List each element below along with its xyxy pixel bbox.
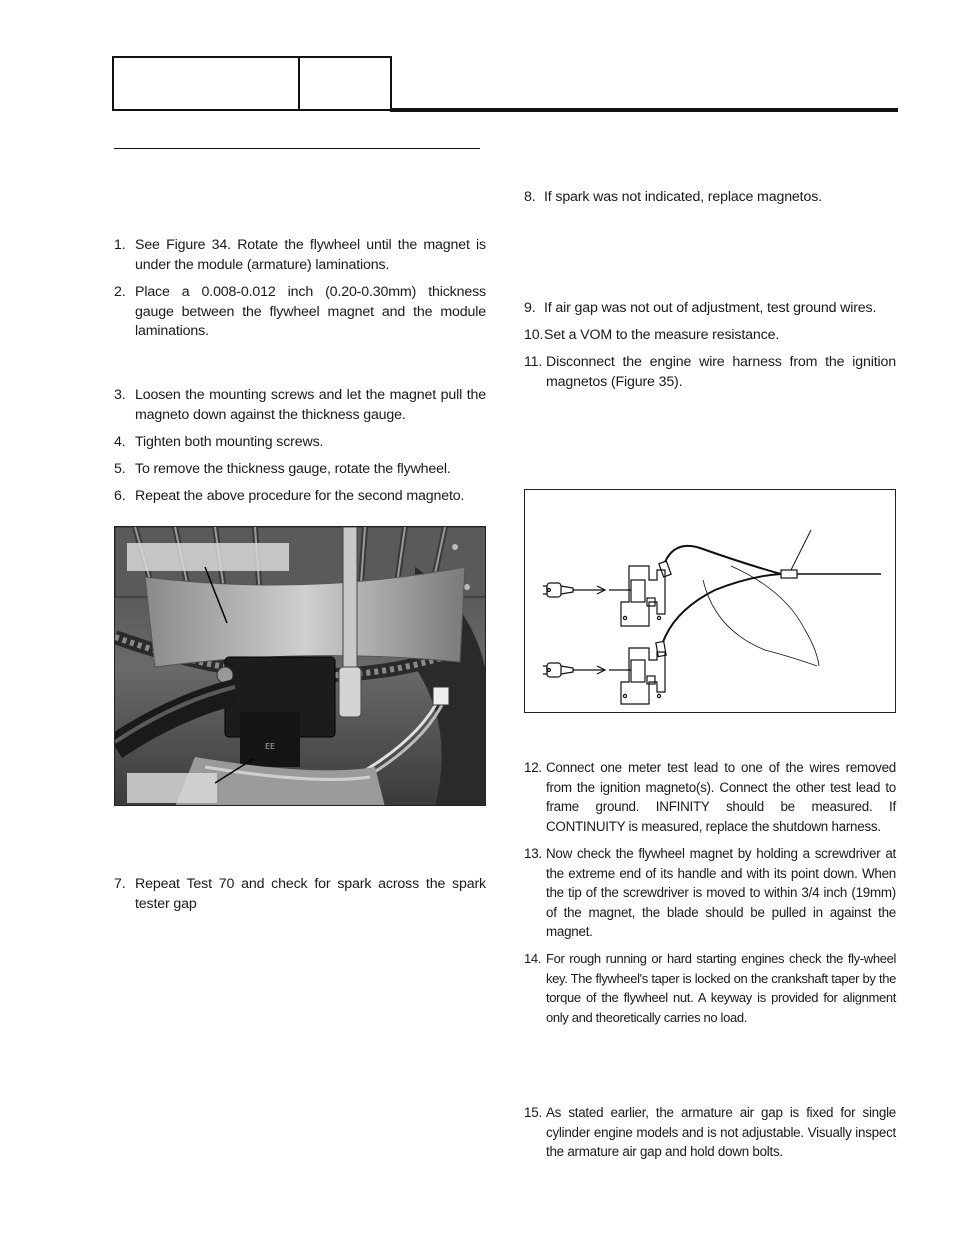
step-8	[524, 188, 896, 208]
step-12-number: 12.	[524, 760, 542, 775]
step-6-number: 6.	[114, 488, 126, 504]
step-1-number: 1.	[114, 237, 126, 253]
step-11-text: Disconnect the engine wire harness from the ignition magnetos (Figure 35).	[546, 354, 896, 390]
step-2-number: 2.	[114, 284, 126, 300]
header-rule	[390, 108, 898, 112]
section-rule	[114, 148, 480, 149]
figure-35-diagram	[524, 489, 896, 713]
step-11-number: 11.	[524, 354, 543, 370]
step-11	[524, 353, 896, 392]
step-6-text: Repeat the above procedure for the second magneto.	[135, 488, 465, 504]
step-10-text: Set a VOM to the measure resistance.	[544, 327, 780, 343]
step-12-text: Connect one meter test lead to one of the wires removed from the ignition magneto(s). Connect the other test lead to frame ground. INFINITY should be measured. If CONTINUITY is measured, replace the shutdown harness.	[546, 760, 896, 834]
step-9	[524, 299, 896, 319]
step-15-number: 15.	[524, 1105, 542, 1120]
step-15-text: As stated earlier, the armature air gap is fixed for single cylinder engine models and is not adjustable. Visually inspect the armature air gap and hold down bolts.	[546, 1105, 896, 1160]
step-2	[114, 283, 486, 342]
step-7-number: 7.	[114, 876, 126, 892]
step-4	[114, 433, 486, 453]
step-9-text: If air gap was not out of adjustment, test ground wires.	[544, 300, 877, 316]
step-14-number: 14.	[524, 951, 542, 966]
step-3	[114, 386, 486, 425]
step-15	[524, 1103, 896, 1162]
step-4-number: 4.	[114, 434, 126, 450]
step-2-text: Place a 0.008-0.012 inch (0.20-0.30mm) thickness gauge between the flywheel magnet and the module laminations.	[135, 284, 486, 340]
step-8-number: 8.	[524, 189, 536, 205]
upper-magneto-icon	[609, 566, 665, 626]
header-box-right	[298, 56, 392, 111]
step-8-text: If spark was not indicated, replace magnetos.	[544, 189, 822, 205]
step-7	[114, 875, 486, 914]
lower-magneto-icon	[609, 648, 665, 704]
step-13-text: Now check the flywheel magnet by holding a screwdriver at the extreme end of its handle and with its point down. When the tip of the screwdriver is moved to within 3/4 inch (19mm) of the magnet, the blade should be pulled in against the magnet.	[546, 846, 896, 940]
step-12	[524, 758, 896, 836]
step-3-text: Loosen the mounting screws and let the magnet pull the magneto down against the thickness gauge.	[135, 387, 486, 423]
upper-spark-plug-icon	[543, 583, 573, 597]
figure-34-photo	[114, 526, 486, 806]
step-4-text: Tighten both mounting screws.	[135, 434, 324, 450]
step-9-number: 9.	[524, 300, 536, 316]
step-14-text: For rough running or hard starting engines check the fly-wheel key. The flywheel's taper is locked on the crankshaft taper by the torque of the flywheel nut. A keyway is provided for alignment only and theoretically carries no load.	[546, 951, 896, 1025]
module-text: EE	[265, 742, 276, 751]
step-13	[524, 844, 896, 942]
step-13-number: 13.	[524, 846, 542, 861]
step-5-number: 5.	[114, 461, 126, 477]
step-1	[114, 236, 486, 275]
step-10	[524, 326, 896, 346]
step-1-text: See Figure 34. Rotate the flywheel until the magnet is under the module (armature) laminations.	[135, 237, 486, 273]
step-6	[114, 487, 486, 507]
step-10-number: 10.	[524, 327, 544, 343]
step-14	[524, 949, 896, 1027]
header-box-left	[112, 56, 300, 111]
lower-spark-plug-icon	[543, 663, 573, 677]
step-3-number: 3.	[114, 387, 126, 403]
step-5	[114, 460, 486, 480]
step-7-text: Repeat Test 70 and check for spark across the spark tester gap	[135, 876, 486, 912]
step-5-text: To remove the thickness gauge, rotate the flywheel.	[135, 461, 451, 477]
